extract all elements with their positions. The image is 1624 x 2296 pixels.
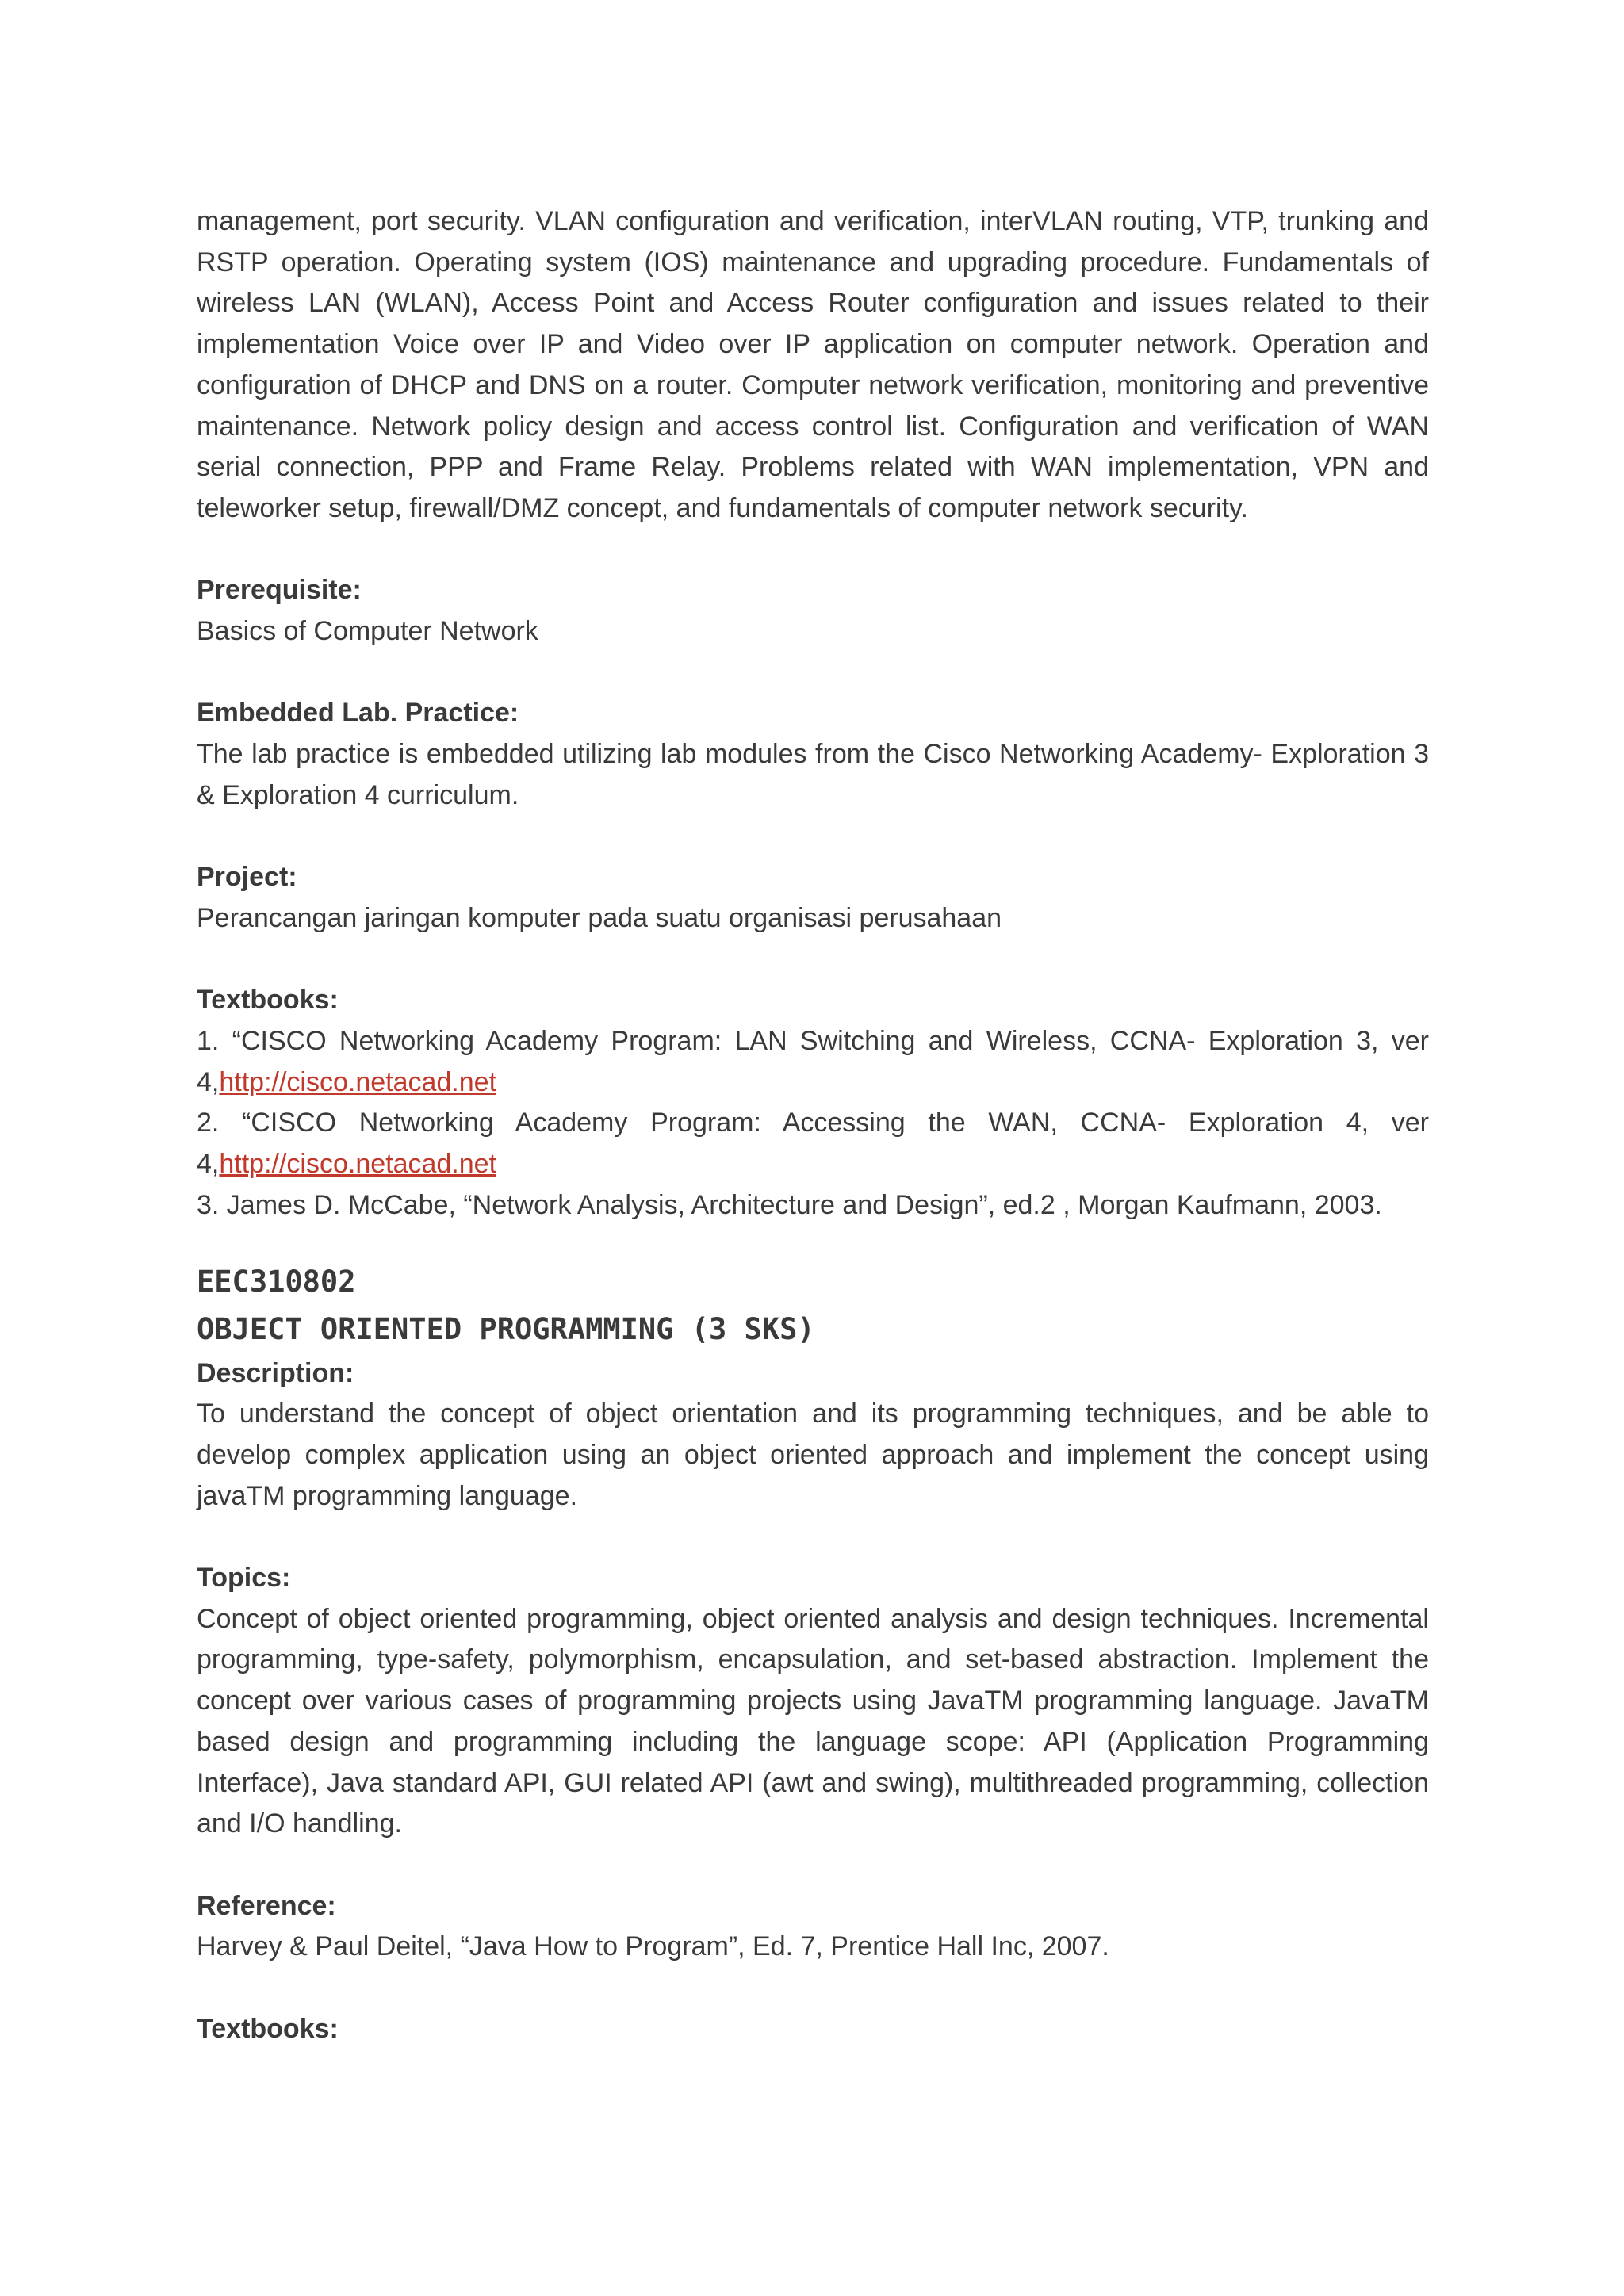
document-page — [197, 201, 1429, 2049]
textbook-item-3: 3. James D. McCabe, “Network Analysis, Architecture and Design”, ed.2 , Morgan Kaufmann, 2003. — [197, 1189, 1382, 1220]
textbooks-label: Textbooks: — [197, 985, 339, 1016]
lab-practice-label: Embedded Lab. Practice: — [197, 698, 519, 729]
reference-text: Harvey & Paul Deitel, “Java How to Program”, Ed. 7, Prentice Hall Inc, 2007. — [197, 1931, 1109, 1962]
textbook-item-1 — [197, 1021, 1429, 1103]
lab-practice-text: The lab practice is embedded utilizing lab modules from the Cisco Networking Academy- Exploration 3 & Exploration 4 curriculum. — [197, 739, 1429, 810]
reference-label: Reference: — [197, 1890, 336, 1921]
description-label: Description: — [197, 1357, 354, 1388]
prerequisite-label: Prerequisite: — [197, 575, 362, 606]
textbook-item-2-link[interactable]: http://cisco.netacad.net — [219, 1149, 497, 1180]
intro-paragraph: management, port security. VLAN configuration and verification, interVLAN routing, VTP, trunking and RSTP operation. Operating system (IOS) maintenance and upgrading procedure. Fundamentals of wireless LAN (WLAN), Access Point and Access Router configuration and issues related to their implementation Voice over IP and Video over IP application on computer network. Operation and configuration of DHCP and DNS on a router. Computer network verification, monitoring and preventive maintenance. Network policy design and access control list. Configuration and verification of WAN serial connection, PPP and Frame Relay. Problems related with WAN implementation, VPN and teleworker setup, firewall/DMZ concept, and fundamentals of computer network security. — [197, 206, 1429, 523]
textbooks-label-2: Textbooks: — [197, 2013, 339, 2044]
textbook-item-2 — [197, 1103, 1429, 1184]
project-label: Project: — [197, 862, 297, 893]
textbook-item-1-text: 1. “CISCO Networking Academy Program: LAN Switching and Wireless, CCNA- Exploration 3, ver 4, — [197, 1026, 1429, 1097]
course-code: EEC310802 — [197, 1264, 356, 1299]
prerequisite-text: Basics of Computer Network — [197, 616, 538, 647]
textbook-item-2-text: 2. “CISCO Networking Academy Program: Accessing the WAN, CCNA- Exploration 4, ver 4, — [197, 1108, 1429, 1180]
textbook-item-1-link[interactable]: http://cisco.netacad.net — [219, 1066, 497, 1097]
course-title: OBJECT ORIENTED PROGRAMMING (3 SKS) — [197, 1311, 815, 1346]
description-text: To understand the concept of object orientation and its programming techniques, and be able to develop complex application using an object oriented approach and implement the concept using javaTM programming language. — [197, 1399, 1429, 1511]
topics-label: Topics: — [197, 1563, 291, 1594]
project-text: Perancangan jaringan komputer pada suatu organisasi perusahaan — [197, 902, 1002, 933]
topics-text: Concept of object oriented programming, object oriented analysis and design techniques. Incremental programming, type-safety, polymorphism, encapsulation, and set-based abstraction. Implement the concept over various cases of programming projects using JavaTM programming language. JavaTM based design and programming including the language scope: API (Application Programming Interface), Java standard API, GUI related API (awt and swing), multithreaded programming, collection and I/O handling. — [197, 1603, 1429, 1839]
